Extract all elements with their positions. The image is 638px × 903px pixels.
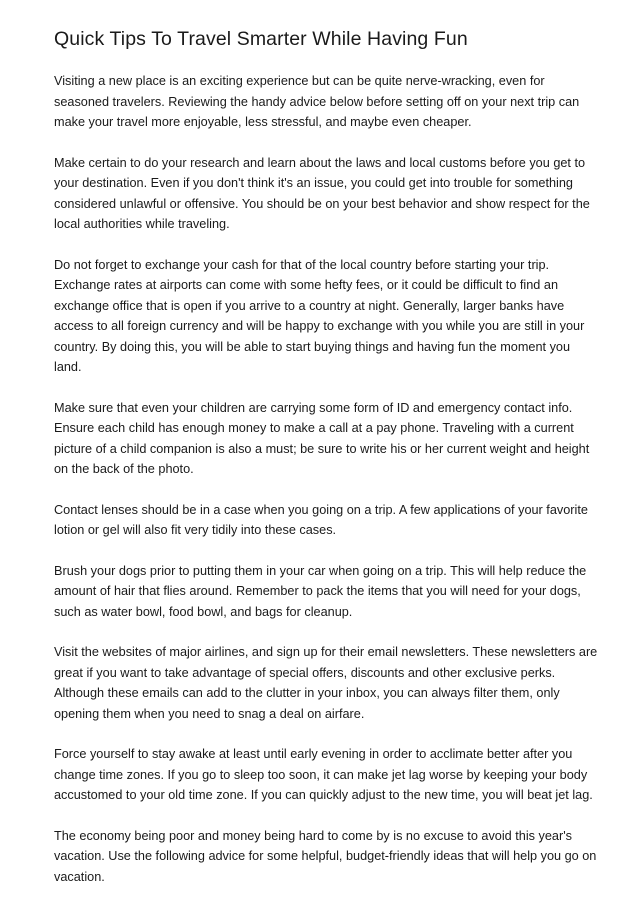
paragraph-children-id: Make sure that even your children are carrying some form of ID and emergency contact info. Ensure each child has enough money to make a call at a pay phone. Traveling with a current picture of a child companion is also a must; be sure to write his or her current weight and height on the back of the photo. xyxy=(54,400,590,476)
document-title: Quick Tips To Travel Smarter While Having Fun xyxy=(54,28,468,50)
paragraph-contact-lenses: Contact lenses should be in a case when you going on a trip. A few applications of your favorite lotion or gel will also fit very tidily into these cases. xyxy=(54,502,588,537)
paragraph-intro: Visiting a new place is an exciting experience but can be quite nerve-wracking, even for seasoned travelers. Reviewing the handy advice below before setting off on your next trip can make your travel more enjoyable, less stressful, and maybe even cheaper. xyxy=(54,74,580,129)
paragraph-jet-lag: Force yourself to stay awake at least until early evening in order to acclimate better after you change time zones. If you go to sleep too soon, it can make jet lag worse by keeping your body accustomed to your old time zone. If you can quickly adjust to the new time, you will beat jet lag. xyxy=(54,747,593,802)
paragraph-budget-vacation: The economy being poor and money being hard to come by is no excuse to avoid this year's vacation. Use the following advice for some helpful, budget-friendly ideas that will help you go on vacation. xyxy=(54,828,597,884)
paragraph-research-laws: Make certain to do your research and learn about the laws and local customs before you get to your destination. Even if you don't think it's an issue, you could get into trouble for something considered unlawful or offensive. You should be on your best behavior and show respect for the local authorities while traveling. xyxy=(54,155,590,231)
paragraph-airline-newsletters: Visit the websites of major airlines, and sign up for their email newsletters. These newsletters are great if you want to take advantage of special offers, discounts and other exclusive perks. Although these emails can add to the clutter in your inbox, you can always filter them, only opening them when you need to snag a deal on airfare. xyxy=(54,645,598,721)
paragraph-exchange-cash: Do not forget to exchange your cash for that of the local country before starting your trip. Exchange rates at airports can come with some hefty fees, or it could be difficult to find an exchange office that is open if you arrive to a country at night. Generally, larger banks have access to all foreign currency and will be happy to exchange with you while you are still in your country. By doing this, you will be able to start buying things and having fun the moment you land. xyxy=(54,257,585,374)
paragraph-brush-dogs: Brush your dogs prior to putting them in your car when going on a trip. This will help reduce the amount of hair that flies around. Remember to pack the items that you will need for your dogs, such as water bowl, food bowl, and bags for cleanup. xyxy=(54,563,587,619)
